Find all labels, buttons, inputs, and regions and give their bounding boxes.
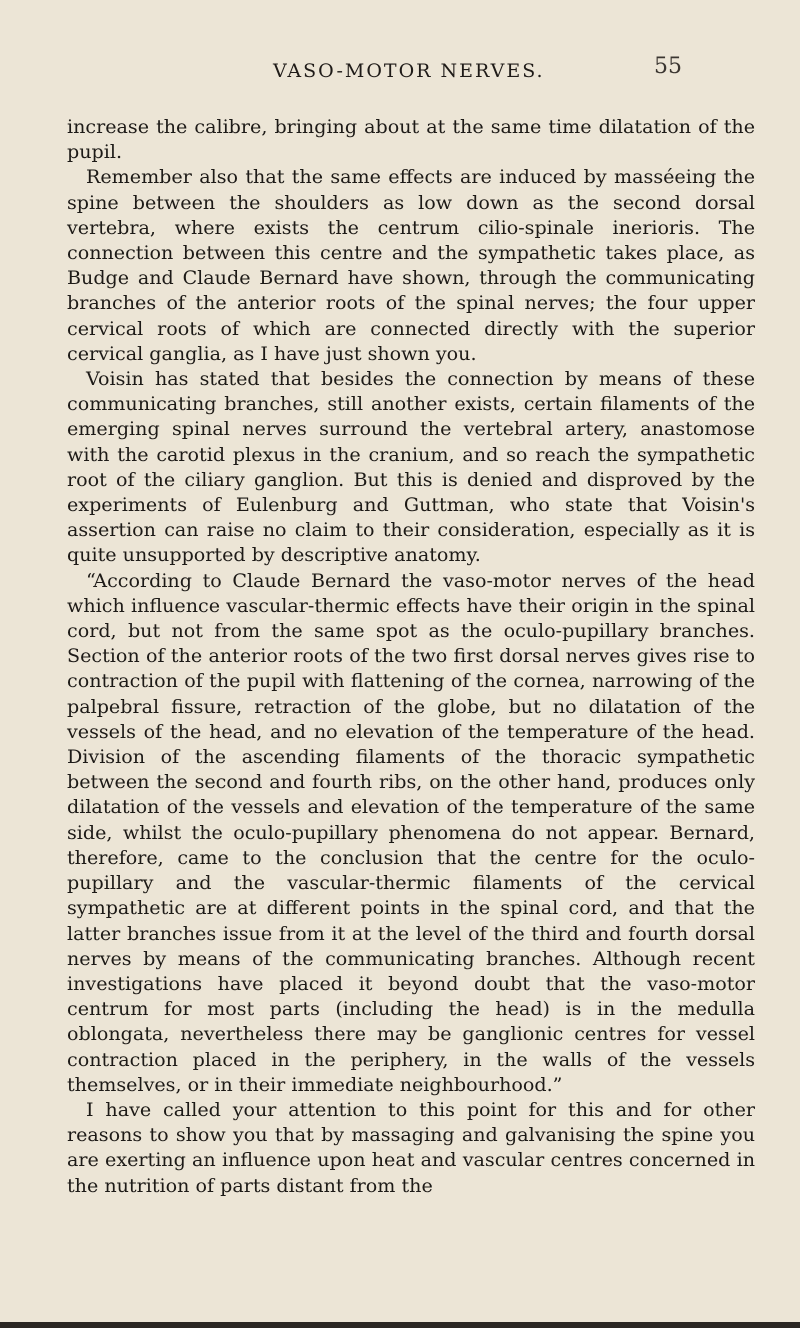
paragraph: “According to Claude Bernard the vaso-motor nerves of the head which influence vascular-thermic effects have their origin in the spinal cord, but not from the same spot as the oculo-pupillary branches. Section of the anterior roots of the two first dorsal nerves gives rise to contraction of the pupil with flattening of the cornea, narrowing of the palpebral fissure, retraction of the globe, but no dilatation of the vessels of the head, and no elevation of the temperature of the head. Division of the ascending filaments of the thoracic sympathetic between the second and fourth ribs, on the other hand, produces only dilatation of the vessels and elevation of the temperature of the same side, whilst the oculo-pupillary phenomena do not appear. Bernard, therefore, came to the conclusion that the centre for the oculo-pupillary and the vascular-thermic filaments of the cervical sympathetic are at different points in the spinal cord, and that the latter branches issue from it at the level of the third and fourth dorsal nerves by means of the communicating branches. Although recent investigations have placed it beyond doubt that the vaso-motor centrum for most parts (including the head) is in the medulla oblongata, nevertheless there may be ganglionic centres for vessel contraction placed in the periphery, in the walls of the vessels themselves, or in their immediate neighbourhood.” <box>67 568 755 1096</box>
page-header <box>0 54 800 100</box>
page-number: 55 <box>654 54 682 79</box>
body-text <box>67 114 755 1198</box>
paragraph: I have called your attention to this point for this and for other reasons to show you that by massaging and galvanising the spine you are exerting an influence upon heat and vascular centres concerned in the nutrition of parts distant from the <box>67 1097 755 1197</box>
paragraph: increase the calibre, bringing about at the same time dilatation of the pupil. <box>67 115 755 164</box>
paragraph: Voisin has stated that besides the connection by means of these communicating branches, still another exists, certain filaments of the emerging spinal nerves surround the vertebral artery, anastomose with the carotid plexus in the cranium, and so reach the sympathetic root of the ciliary ganglion. But this is denied and disproved by the experiments of Eulenburg and Guttman, who state that Voisin's assertion can raise no claim to their consideration, especially as it is quite unsupported by descriptive anatomy. <box>67 367 755 567</box>
running-head: VASO-MOTOR NERVES. <box>273 60 545 82</box>
scan-bottom-edge <box>0 1322 800 1328</box>
paragraph: Remember also that the same effects are induced by masséeing the spine between the shoulders as low down as the second dorsal vertebra, where exists the centrum cilio-spinale inerioris. The connection between this centre and the sympathetic takes place, as Budge and Claude Bernard have shown, through the communicating branches of the anterior roots of the spinal nerves; the four upper cervical roots of which are connected directly with the superior cervical ganglia, as I have just shown you. <box>67 165 755 365</box>
